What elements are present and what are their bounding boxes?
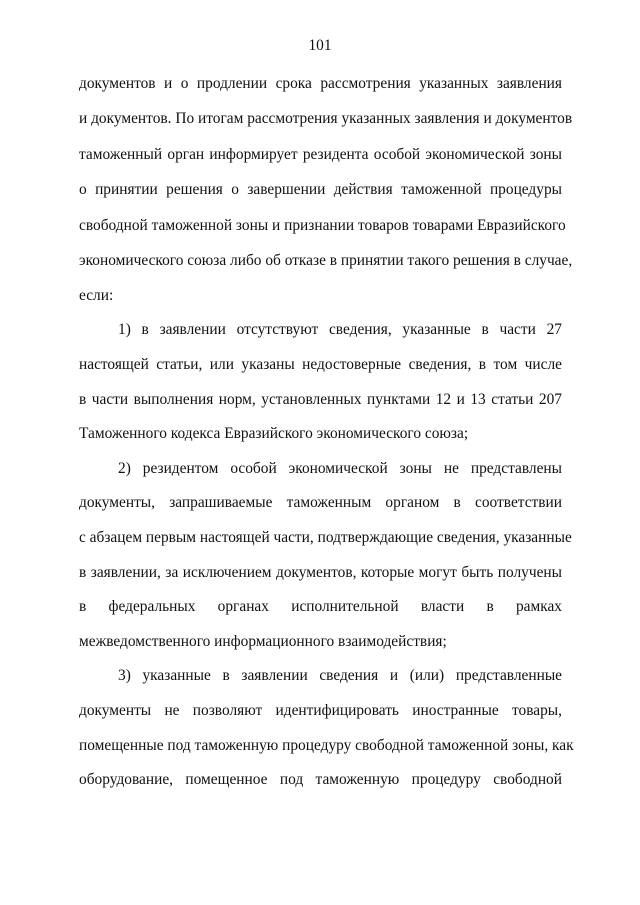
text-line: документы, запрашиваемые таможенным органом в соответствии: [79, 494, 562, 511]
list-item-1-line: 1) в заявлении отсутствуют сведения, указанные в части 27: [118, 321, 562, 338]
text-line: и документов. По итогам рассмотрения указанных заявления и документов: [79, 110, 573, 127]
text-line: таможенный орган информирует резидента особой экономической зоны: [79, 146, 562, 163]
text-line: оборудование, помещенное под таможенную процедуру свободной: [79, 771, 562, 788]
list-item-2-line: 2) резидентом особой экономической зоны не представлены: [118, 460, 562, 477]
text-line: в части выполнения норм, установленных пунктами 12 и 13 статьи 207: [79, 391, 562, 408]
text-line: о принятии решения о завершении действия таможенной процедуры: [79, 181, 562, 198]
text-line: настоящей статьи, или указаны недостоверные сведения, в том числе: [79, 356, 562, 373]
text-line: межведомственного информационного взаимодействия;: [79, 633, 447, 650]
text-line: в федеральных органах исполнительной власти в рамках: [79, 598, 562, 615]
text-line: помещенные под таможенную процедуру свободной таможенной зоны, как: [79, 737, 574, 754]
text-line: свободной таможенной зоны и признании товаров товарами Евразийского: [79, 217, 566, 234]
text-line: если:: [79, 287, 114, 304]
text-line: документов и о продлении срока рассмотрения указанных заявления: [79, 75, 562, 92]
text-line: документы не позволяют идентифицировать иностранные товары,: [79, 702, 562, 719]
list-item-3-line: 3) указанные в заявлении сведения и (или) представленные: [118, 667, 562, 684]
text-line: в заявлении, за исключением документов, которые могут быть получены: [79, 564, 562, 581]
text-line: с абзацем первым настоящей части, подтверждающие сведения, указанные: [79, 529, 572, 546]
text-line: Таможенного кодекса Евразийского экономического союза;: [79, 425, 469, 442]
text-line: экономического союза либо об отказе в принятии такого решения в случае,: [79, 252, 573, 269]
page-number: 101: [308, 37, 332, 54]
